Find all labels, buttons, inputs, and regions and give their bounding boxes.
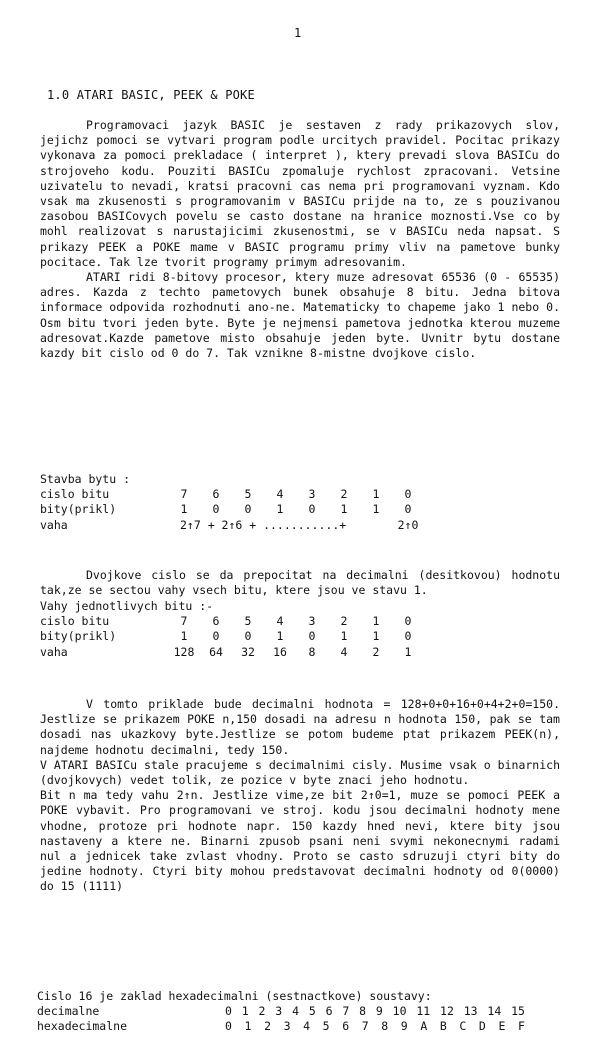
table-row (37, 1004, 560, 1019)
paragraph: V tomto priklade bude decimalni hodnota = 128+0+0+16+0+4+2+0=150. Jestlize se prikazem POKE n,150 dosadi na adresu n hodnota 150, pak se tam dosadi nas ukazkovy byte.Jestlize se potom budeme ptat prikazem PEEK(n), najdeme hodnotu decimalni, tedy 150. (40, 697, 560, 757)
paragraph: Bit n ma tedy vahu 2↑n. Jestlize vime,ze bit 2↑0=1, muze se pomoci PEEK a POKE vybavit. Pro programovani ve stroj. kodu jsou decimalni hodnoty mene vhodne, protoze pri hodnote napr. 150 kazdy hned nevi, ktere bity jsou nastaveny a ktere ne. Binarni zpusob psani neni svymi nekonecnymi radami nul a jednicek take zvlast vhodny. Proto se casto sdruzuji ctyri bity do jedine hodnoty. Ctyri bity mohou predstavovat decimalni hodnoty od 0(0000) do 15 (1111) (40, 788, 560, 894)
paragraph: Programovaci jazyk BASIC je sestaven z rady prikazovych slov, jejichz pomoci se vytvari program podle urcitych pravidel. Pocitac prikazy vykonava za pomoci prekladace ( interpret ), ktery prevadi slova BASICu do strojoveho kodu. Pouziti BASICu zpomaluje rychlost zpracovani. Vetsine uzivatelu to nevadi, kratsi pracovni cas nema pri programovani vyznam. Kdo vsak ma zkusenosti s programovanim v BASICu prijde na to, ze s pouzivanou zasobou BASICovych povelu se casto dostane na hranice moznosti.Vse co by mohl realizovat s narustajicimi zkusenostmi, se v BASICu neda napsat. S prikazy PEEK a POKE mame v BASIC programu primy vliv na pametove bunky pocitace. Tak lze tvorit programy primym adresovanim. (40, 118, 560, 269)
bit-cell: 4 (276, 487, 284, 502)
weight-cell: 128 (173, 644, 195, 659)
weight-cell: 4 (340, 644, 348, 659)
decimal-cell: 9 (375, 1004, 383, 1019)
bit-cell: 1 (372, 487, 380, 502)
intro-text (40, 118, 560, 361)
decimal-cell: 7 (342, 1004, 350, 1019)
bit-cell: 2 (340, 487, 348, 502)
explanation-text (40, 697, 560, 895)
decimal-cell: 5 (308, 1004, 316, 1019)
paragraph: Dvojkove cislo se da prepocitat na decimalni (desitkovou) hodnotu tak,ze se sectou vahy vsech bitu, ktere jsou ve stavu 1. (40, 568, 560, 598)
bit-cell: 5 (244, 487, 252, 502)
decimal-cell: 14 (487, 1004, 502, 1019)
example-cell: 0 (308, 629, 316, 644)
weight-expression: 2↑7 + 2↑6 + ...........+ (180, 517, 347, 532)
bit-weights-table (40, 599, 560, 660)
decimal-cell: 11 (416, 1004, 431, 1019)
example-cell: 0 (404, 629, 412, 644)
decimal-cell: 3 (275, 1004, 283, 1019)
bit-cell: 3 (308, 487, 316, 502)
hex-cell: C (459, 1019, 467, 1034)
decimal-cell: 2 (258, 1004, 266, 1019)
hex-cell: 6 (342, 1019, 350, 1034)
weight-cell: 32 (241, 644, 255, 659)
row-label: vaha (40, 644, 68, 659)
decimal-cell: 8 (359, 1004, 367, 1019)
paragraph: ATARI ridi 8-bitovy procesor, ktery muze adresovat 65536 (0 - 65535) adres. Kazda z techto pametovych bunek obsahuje 8 bitu. Jedna bitova informace odpovida rozhodnuti ano-ne. Matematicky to chapeme jako 1 nebo 0. Osm bitu tvori jeden byte. Byte je nejmensi pametova jednotka kterou muzeme adresovat.Kazde pametove misto obsahuje jeden byte. Uvnitr bytu dostane kazdy bit cislo od 0 do 7. Tak vznikne 8-mistne dvojkove cislo. (40, 270, 560, 361)
decimal-cell: 6 (325, 1004, 333, 1019)
hex-cell: 4 (303, 1019, 311, 1034)
weight-cell: 2 (372, 644, 380, 659)
paragraph: V ATARI BASICu stale pracujeme s decimalnimi cisly. Musime vsak o binarnich (dvojkovych) vedet tolik, ze pozice v byte znaci jeho hodnotu. (40, 757, 560, 788)
decimal-values (225, 1004, 525, 1019)
byte-structure-table (40, 472, 560, 533)
table-caption: Stavba bytu : (40, 472, 131, 486)
hex-cell: 0 (225, 1019, 232, 1034)
decimal-cell: 0 (225, 1004, 232, 1019)
row-label: bity(prikl) (40, 629, 117, 644)
table-caption: Cislo 16 je zaklad hexadecimalni (sestnactkove) soustavy: (37, 989, 432, 1003)
row-label: vaha (40, 517, 68, 532)
bit-cell: 5 (244, 614, 252, 629)
table-row (40, 645, 424, 660)
example-cell: 1 (372, 629, 380, 644)
bit-cell: 7 (180, 487, 188, 502)
hex-cell: A (420, 1019, 428, 1034)
hex-cell: 9 (400, 1019, 408, 1034)
decimal-cell: 10 (392, 1004, 407, 1019)
bit-cell: 1 (372, 614, 380, 629)
weight-cell: 8 (308, 644, 316, 659)
bit-cell: 7 (180, 614, 188, 629)
row-label: cislo bitu (40, 487, 110, 502)
example-cell: 1 (276, 502, 284, 517)
example-cell: 1 (340, 629, 348, 644)
hex-cell: 5 (322, 1019, 330, 1034)
bit-cell: 0 (404, 487, 412, 502)
decimal-cell: 1 (241, 1004, 249, 1019)
row-label: cislo bitu (40, 614, 110, 629)
bit-cell: 0 (404, 614, 412, 629)
weight-cell: 1 (404, 644, 412, 659)
bit-cell: 6 (212, 487, 220, 502)
table-caption: Vahy jednotlivych bitu :- (40, 599, 214, 613)
table-row (40, 487, 424, 502)
weight-cell: 16 (273, 644, 287, 659)
row-label: decimalne (37, 1004, 100, 1019)
decimal-cell: 13 (463, 1004, 478, 1019)
example-cell: 1 (372, 502, 380, 517)
example-cell: 0 (244, 502, 252, 517)
section-heading: 1.0 ATARI BASIC, PEEK & POKE (47, 88, 255, 102)
bit-table (40, 487, 424, 533)
example-cell: 1 (180, 502, 188, 517)
weight-last: 2↑0 (397, 517, 419, 532)
example-cell: 0 (212, 502, 220, 517)
table-row (37, 1019, 560, 1034)
hex-cell: 8 (381, 1019, 389, 1034)
hex-cell: 3 (283, 1019, 291, 1034)
bit-cell: 4 (276, 614, 284, 629)
weights-table (40, 614, 424, 660)
example-cell: 0 (244, 629, 252, 644)
row-label: hexadecimalne (37, 1019, 128, 1034)
example-cell: 1 (340, 502, 348, 517)
example-cell: 0 (308, 502, 316, 517)
hex-cell: F (517, 1019, 525, 1034)
table-row (40, 502, 424, 517)
example-cell: 1 (276, 629, 284, 644)
table-row (40, 614, 424, 629)
hex-values (225, 1019, 525, 1034)
hex-cell: B (439, 1019, 447, 1034)
example-cell: 1 (180, 629, 188, 644)
row-label: bity(prikl) (40, 502, 117, 517)
bit-cell: 6 (212, 614, 220, 629)
conversion-text (40, 568, 560, 598)
hex-cell: 1 (244, 1019, 252, 1034)
bit-cell: 2 (340, 614, 348, 629)
hex-cell: D (478, 1019, 486, 1034)
example-cell: 0 (404, 502, 412, 517)
page-number: 1 (294, 26, 302, 40)
decimal-cell: 12 (440, 1004, 454, 1019)
decimal-cell: 15 (511, 1004, 525, 1019)
decimal-cell: 4 (292, 1004, 299, 1019)
hex-table (37, 989, 560, 1035)
table-row (40, 518, 424, 533)
hex-cell: 7 (361, 1019, 369, 1034)
example-cell: 0 (212, 629, 220, 644)
weight-cell: 64 (209, 644, 223, 659)
hex-cell: 2 (264, 1019, 271, 1034)
table-row (40, 629, 424, 644)
hex-cell: E (498, 1019, 506, 1034)
bit-cell: 3 (308, 614, 316, 629)
